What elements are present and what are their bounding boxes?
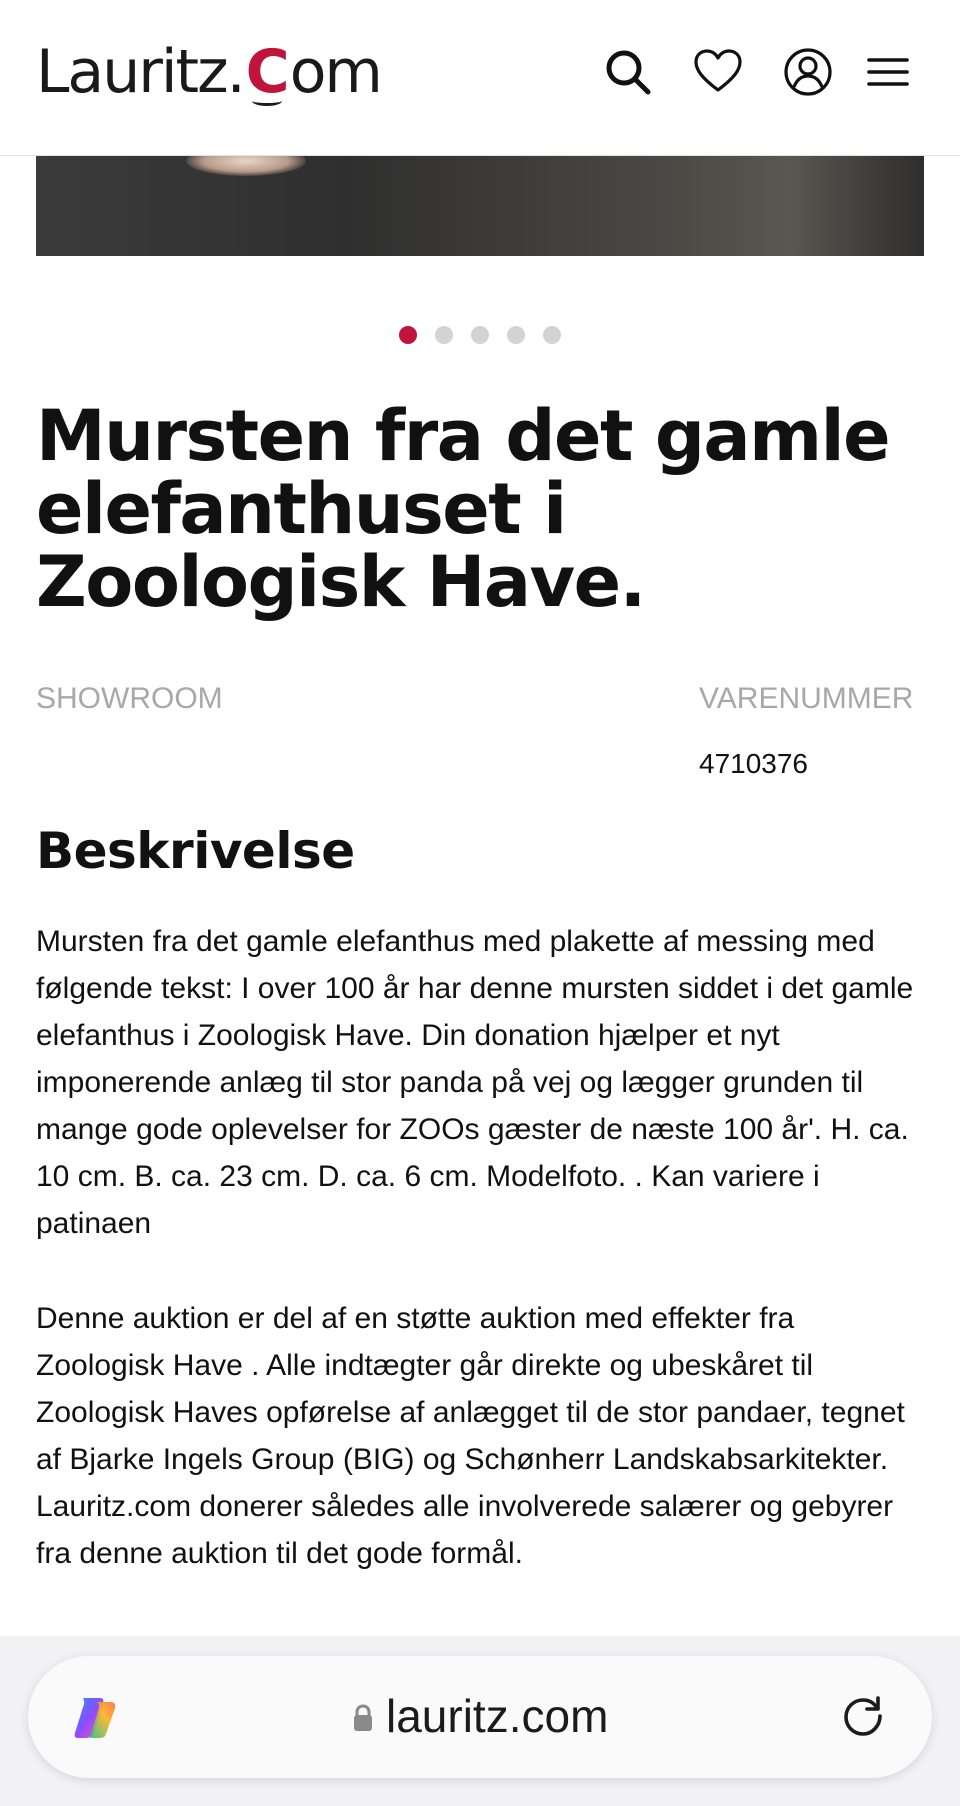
description-paragraph-2: Denne auktion er del af en støtte auktion med effekter fra Zoologisk Have . Alle indtægter går direkte og ubeskåret til Zoologisk Haves opførelse af anlægget til de stor pandaer, tegnet af Bjarke Ingels Group (BIG) og Schønherr Landskabsarkitekter. Lauritz.com donerer således alle involverede salærer og gebyrer fra denne auktion til det gode formål. <box>36 1302 905 1570</box>
search-icon[interactable] <box>600 44 656 100</box>
carousel-dot-5[interactable] <box>543 326 561 344</box>
carousel-dots <box>0 326 960 344</box>
carousel-dot-1[interactable] <box>399 326 417 344</box>
item-title: Mursten fra det gamle elefanthuset i Zoologisk Have. <box>36 395 890 623</box>
logo-text-left: Lauritz. <box>36 37 244 107</box>
item-number-label: VARENUMMER <box>699 682 914 715</box>
lock-icon <box>352 1703 374 1733</box>
site-header <box>0 0 960 156</box>
lauritz-logo[interactable] <box>36 34 381 110</box>
product-image-detail <box>186 156 306 176</box>
description-heading: Beskrivelse <box>36 822 355 880</box>
description-paragraph-1: Mursten fra det gamle elefanthus med plakette af messing med følgende tekst: I over 100 år har denne mursten siddet i det gamle elefanthus i Zoologisk Have. Din donation hjælper et nyt imponerende anlæg til stor panda på vej og lægger grunden til mange gode oplevelser for ZOOs gæster de næste 100 år'. H. ca. 10 cm. B. ca. 23 cm. D. ca. 6 cm. Modelfoto. . Kan variere i patinaen <box>36 925 914 1240</box>
carousel-dot-3[interactable] <box>471 326 489 344</box>
carousel-dot-4[interactable] <box>507 326 525 344</box>
url-text[interactable]: lauritz.com <box>386 1690 609 1742</box>
heart-icon[interactable] <box>690 44 746 100</box>
menu-icon[interactable] <box>860 44 916 100</box>
reload-icon[interactable] <box>838 1692 890 1744</box>
logo-c: C <box>245 37 288 107</box>
showroom-label: SHOWROOM <box>36 682 223 715</box>
user-icon[interactable] <box>780 44 836 100</box>
logo-text-right: om <box>289 37 381 107</box>
item-number: 4710376 <box>699 748 809 779</box>
copilot-icon[interactable] <box>70 1692 122 1744</box>
product-image[interactable] <box>36 156 924 256</box>
carousel-dot-2[interactable] <box>435 326 453 344</box>
